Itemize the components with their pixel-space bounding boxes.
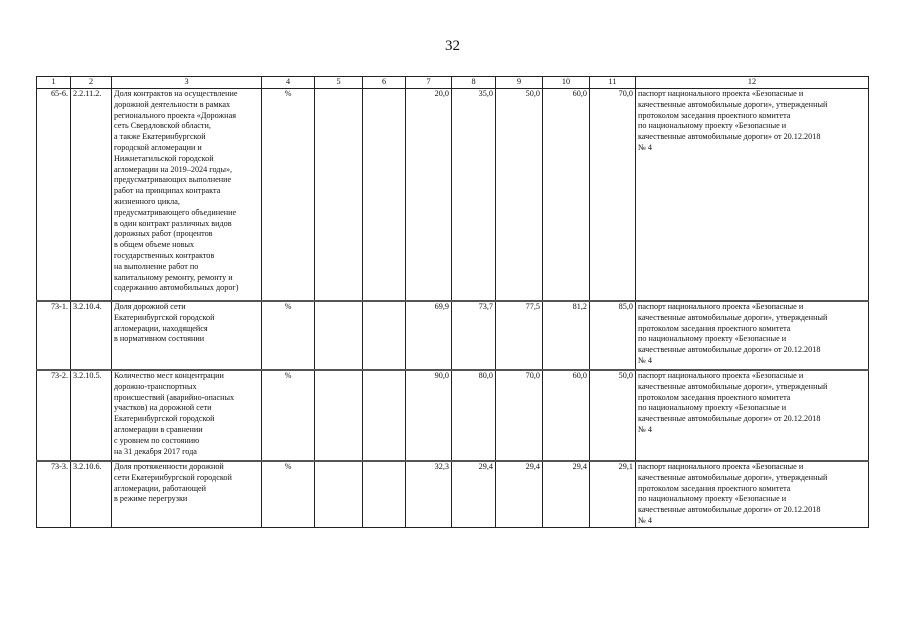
col-header-8: 8 bbox=[452, 77, 496, 89]
col-header-9: 9 bbox=[496, 77, 543, 89]
value-col10: 81,2 bbox=[543, 301, 590, 370]
col-header-7: 7 bbox=[406, 77, 452, 89]
col-header-10: 10 bbox=[543, 77, 590, 89]
col-header-11: 11 bbox=[590, 77, 636, 89]
page-number: 32 bbox=[445, 38, 460, 54]
unit: % bbox=[262, 370, 315, 461]
source-document: паспорт национального проекта «Безопасные и качественные автомобильные дороги», утвержденный протоколом заседания проектного комитета по национальному проекту «Безопасные и качественные автомобильные дороги» от 20.12.2018 № 4 bbox=[636, 89, 869, 302]
row-code: 3.2.10.6. bbox=[71, 461, 112, 527]
value-col8: 80,0 bbox=[452, 370, 496, 461]
value-col11: 50,0 bbox=[590, 370, 636, 461]
indicator-name: Доля протяженности дорожной сети Екатеринбургской городской агломерации, работающей в режиме перегрузки bbox=[112, 461, 262, 527]
value-col6 bbox=[363, 89, 406, 302]
col-header-1: 1 bbox=[37, 77, 71, 89]
value-col6 bbox=[363, 461, 406, 527]
value-col5 bbox=[315, 370, 363, 461]
value-col9: 50,0 bbox=[496, 89, 543, 302]
value-col10: 29,4 bbox=[543, 461, 590, 527]
value-col6 bbox=[363, 301, 406, 370]
indicators-table bbox=[36, 76, 869, 528]
row-code: 2.2.11.2. bbox=[71, 89, 112, 302]
value-col8: 29,4 bbox=[452, 461, 496, 527]
col-header-6: 6 bbox=[363, 77, 406, 89]
indicator-name: Доля контрактов на осуществление дорожной деятельности в рамках регионального проекта «Дорожная сеть Свердловской области, а также Екатеринбургской городской агломерации и Нижнетагильской городской агломерации на 2019–2024 годы», предусматривающих выполнение работ на принципах контракта жизненного цикла, предусматривающего объединение в один контракт различных видов дорожных работ (процентов в общем объеме новых государственных контрактов на выполнение работ по капитальному ремонту, ремонту и содержанию автомобильных дорог) bbox=[112, 89, 262, 302]
value-col7: 20,0 bbox=[406, 89, 452, 302]
row-code: 3.2.10.5. bbox=[71, 370, 112, 461]
unit: % bbox=[262, 301, 315, 370]
col-header-4: 4 bbox=[262, 77, 315, 89]
value-col5 bbox=[315, 89, 363, 302]
value-col10: 60,0 bbox=[543, 89, 590, 302]
row-number: 65-6. bbox=[37, 89, 71, 302]
value-col7: 32,3 bbox=[406, 461, 452, 527]
value-col7: 90,0 bbox=[406, 370, 452, 461]
row-number: 73-1. bbox=[37, 301, 71, 370]
row-number: 73-2. bbox=[37, 370, 71, 461]
col-header-2: 2 bbox=[71, 77, 112, 89]
row-number: 73-3. bbox=[37, 461, 71, 527]
col-header-12: 12 bbox=[636, 77, 869, 89]
value-col5 bbox=[315, 461, 363, 527]
value-col9: 70,0 bbox=[496, 370, 543, 461]
col-header-5: 5 bbox=[315, 77, 363, 89]
table-row bbox=[37, 301, 869, 370]
indicator-name: Доля дорожной сети Екатеринбургской городской агломерации, находящейся в нормативном состоянии bbox=[112, 301, 262, 370]
value-col8: 35,0 bbox=[452, 89, 496, 302]
table-row bbox=[37, 89, 869, 302]
value-col9: 29,4 bbox=[496, 461, 543, 527]
value-col10: 60,0 bbox=[543, 370, 590, 461]
col-header-3: 3 bbox=[112, 77, 262, 89]
value-col11: 85,0 bbox=[590, 301, 636, 370]
table-row bbox=[37, 370, 869, 461]
value-col8: 73,7 bbox=[452, 301, 496, 370]
value-col11: 29,1 bbox=[590, 461, 636, 527]
indicator-name: Количество мест концентрации дорожно-транспортных происшествий (аварийно-опасных участков) на дорожной сети Екатеринбургской городской агломерации в сравнении с уровнем по состоянию на 31 декабря 2017 года bbox=[112, 370, 262, 461]
table-row bbox=[37, 461, 869, 527]
unit: % bbox=[262, 89, 315, 302]
value-col5 bbox=[315, 301, 363, 370]
value-col11: 70,0 bbox=[590, 89, 636, 302]
value-col9: 77,5 bbox=[496, 301, 543, 370]
source-document: паспорт национального проекта «Безопасные и качественные автомобильные дороги», утвержденный протоколом заседания проектного комитета по национальному проекту «Безопасные и качественные автомобильные дороги» от 20.12.2018 № 4 bbox=[636, 461, 869, 527]
value-col7: 69,9 bbox=[406, 301, 452, 370]
header-row bbox=[37, 77, 869, 89]
source-document: паспорт национального проекта «Безопасные и качественные автомобильные дороги», утвержденный протоколом заседания проектного комитета по национальному проекту «Безопасные и качественные автомобильные дороги» от 20.12.2018 № 4 bbox=[636, 301, 869, 370]
value-col6 bbox=[363, 370, 406, 461]
unit: % bbox=[262, 461, 315, 527]
source-document: паспорт национального проекта «Безопасные и качественные автомобильные дороги», утвержденный протоколом заседания проектного комитета по национальному проекту «Безопасные и качественные автомобильные дороги» от 20.12.2018 № 4 bbox=[636, 370, 869, 461]
row-code: 3.2.10.4. bbox=[71, 301, 112, 370]
